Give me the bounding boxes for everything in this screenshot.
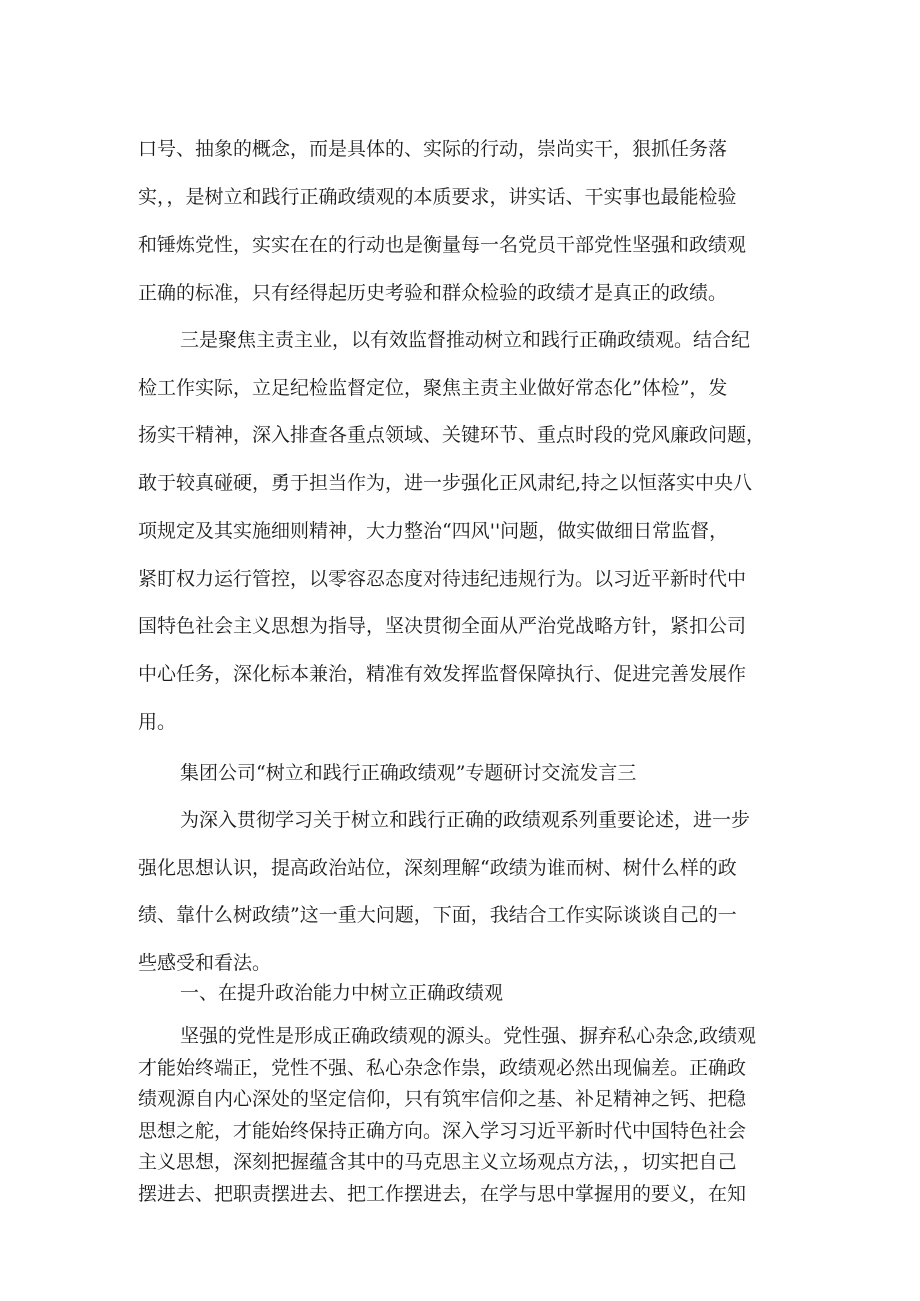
text-line: 主义思想，深刻把握蕴含其中的马克思主义立场观点方法，，切实把自己 xyxy=(138,1151,737,1173)
text-line: 思想之舵，才能始终保持正确方向。深入学习习近平新时代中国特色社会 xyxy=(138,1119,747,1142)
text-line: 项规定及其实施细则精神，大力整治“四风''问题，做实做细日常监督， xyxy=(138,519,729,542)
text-line: 强化思想认识，提高政治站位，深刻理解“政绩为谁而树、树什么样的政 xyxy=(138,856,737,879)
text-line: 国特色社会主义思想为指导，坚决贯彻全面从严治党战略方针，紧扣公司 xyxy=(138,615,747,638)
text-line: 为深入贯彻学习关于树立和践行正确的政绩观系列重要论述，进一步 xyxy=(180,809,751,831)
speech-title xyxy=(138,749,788,797)
paragraph-continuation xyxy=(138,125,788,317)
text-line: 用。 xyxy=(138,710,177,733)
text-line: 和锤炼党性，实实在在的行动也是衡量每一名党员干部党性坚强和政绩观 xyxy=(138,234,747,256)
text-line: 绩观源自内心深处的坚定信仰，只有筑牢信仰之基、补足精神之钙、把稳 xyxy=(138,1088,747,1110)
text-line: 绩、靠什么树政绩”这一重大问题，下面，我结合工作实际谈谈自己的一 xyxy=(138,904,737,926)
text-line: 三是聚焦主责主业，以有效监督推动树立和践行正确政绩观。结合纪 xyxy=(180,329,751,351)
text-line: 摆进去、把职责摆进去、把工作摆进去，在学与思中掌握用的要义，在知 xyxy=(138,1182,747,1205)
section-heading-one xyxy=(138,969,788,1017)
text-line: 口号、抽象的概念，而是具体的、实际的行动，崇尚实干，狠抓任务落 xyxy=(138,138,728,160)
text-line: 实，，是树立和践行正确政绩观的本质要求，讲实话、干实事也最能检验 xyxy=(138,186,737,208)
paragraph-party-spirit xyxy=(138,1021,788,1210)
text-line: 才能始终端正，党性不强、私心杂念作祟，政绩观必然出现偏差。正确政 xyxy=(138,1056,747,1079)
text-line: 敢于较真碰硬，勇于担当作为，进一步强化正风肃纪,持之以恒落实中央八 xyxy=(138,472,753,495)
text-line: 紧盯权力运行管控，以零容忍态度对待违纪违规行为。以习近平新时代中 xyxy=(138,567,747,590)
text-line: 检工作实际，立足纪检监督定位，聚焦主责主业做好常态化”体检”，发 xyxy=(138,376,728,399)
text-line: 坚强的党性是形成正确政绩观的源头。党性强、摒弃私心杂念,政绩观 xyxy=(180,1025,757,1047)
paragraph-intro xyxy=(138,797,788,987)
text-line: 一、在提升政治能力中树立正确政绩观 xyxy=(180,982,504,1004)
paragraph-point-three xyxy=(138,317,788,746)
text-line: 些感受和看法。 xyxy=(138,951,272,974)
text-line: 扬实干精神，深入排查各重点领域、关键环节、重点时段的党风廉政问题， xyxy=(138,424,766,447)
text-line: 集团公司“树立和践行正确政绩观”专题研讨交流发言三 xyxy=(180,762,637,784)
text-line: 正确的标准，只有经得起历史考验和群众检验的政绩才是真正的政绩。 xyxy=(138,282,728,304)
text-line: 中心任务，深化标本兼治，精准有效发挥监督保障执行、促进完善发展作 xyxy=(138,662,747,685)
